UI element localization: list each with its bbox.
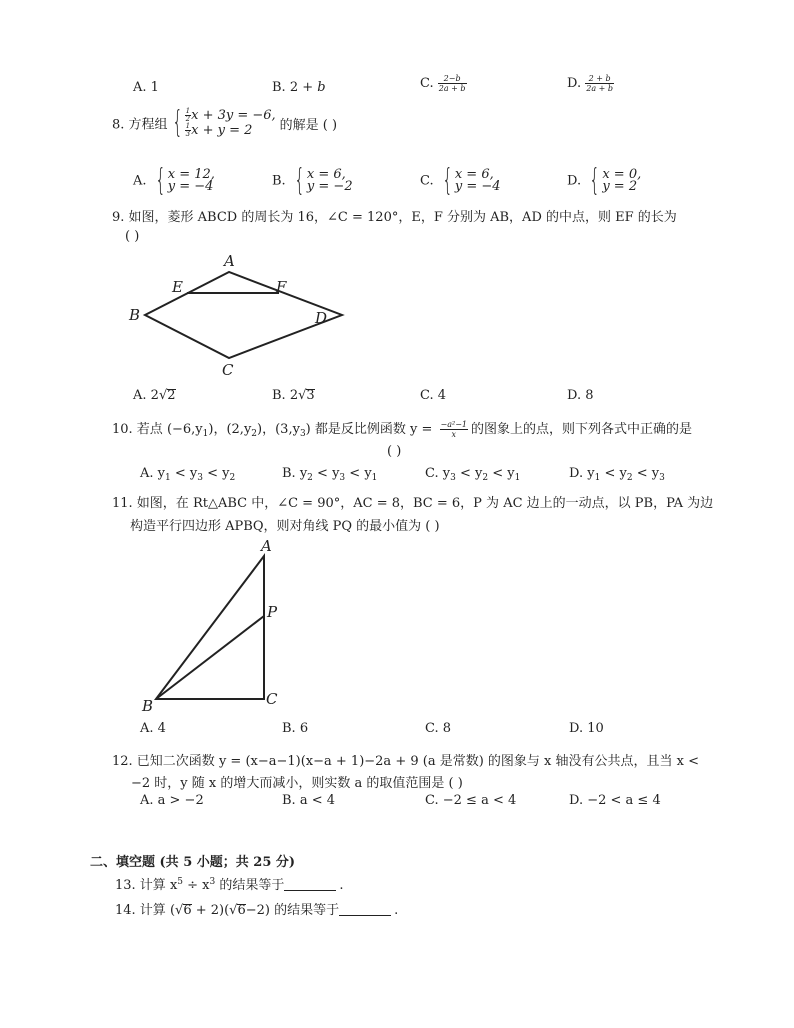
q9-option-a-radicand: 2 [167,388,176,403]
q10-stem [112,418,692,439]
q10-d-label: D. y [569,466,595,481]
q8-eq1: x + 3y = −6, [191,108,276,123]
q8-c-line1: x = 6, [454,167,494,182]
q9-option-d: D. 8 [567,388,594,403]
q10-b-s1: 2 [307,473,313,483]
q8-d-line2: y = 2 [602,179,638,194]
q8-option-a [133,163,215,198]
q10-func-denominator: x [451,430,457,439]
q12-stem-line1: 12. 已知二次函数 y = (x−a−1)(x−a + 1)−2a + 9 (a 是常数) 的图象与 x 轴没有公共点，且当 x < [112,754,699,769]
q13-mid: ÷ x [183,878,210,893]
q10-paren: ( ) [387,444,402,459]
brace-icon: { [442,163,453,198]
q9-option-b-label: B. 2 [272,388,299,403]
q7-option-d-label: D. [567,76,586,91]
q14-answer-blank[interactable] [339,903,391,916]
q8-option-d-label: D. [567,173,586,189]
q10-d-s3: 3 [659,473,665,483]
q7-c-denominator: 2a + b [438,84,466,93]
q10-b-s3: 1 [371,473,378,483]
q9-option-b-radicand: 3 [306,388,315,403]
q11-option-a: A. 4 [140,721,166,736]
q10-b-t1: < y [312,466,340,481]
q10-b-label: B. y [282,466,308,481]
q10-c-t2: < y [488,466,515,481]
q7-option-b-var: b [317,80,326,95]
q11-stem-line2: 构造平行四边形 APBQ，则对角线 PQ 的最小值为 ( ) [130,519,440,534]
q10-a-s2: 3 [197,473,203,483]
q14-radicand2: 6 [237,903,246,918]
label-f: F [276,278,287,296]
q12-stem-line2: −2 时，y 随 x 的增大而减小，则实数 a 的取值范围是 ( ) [131,776,463,791]
q10-d-t2: < y [632,466,660,481]
q10-d-s1: 1 [594,473,601,483]
q8-label: 8. 方程组 [112,117,168,133]
rhombus-figure [120,248,350,380]
q8-eq2: x + y = 2 [191,123,253,138]
q8-b-line1: x = 6, [306,167,346,182]
q10-option-a [140,466,235,483]
q10-func-numerator: −a²−1 [440,420,467,429]
q10-a-t1: < y [170,466,198,481]
q10-mid2: )，(3,y [257,422,300,437]
brace-icon: { [154,163,166,198]
q10-d-t1: < y [600,466,627,481]
sqrt-icon: √ [298,388,307,403]
q10-c-label: C. y [425,466,451,481]
q9-option-a-label: A. 2 [133,388,159,403]
q7-option-b [272,80,326,95]
label-c: C [266,690,278,708]
q8-a-line1: x = 12, [167,167,215,182]
q10-sub1: 1 [202,429,209,439]
q12-option-b: B. a < 4 [282,793,335,808]
q8-c-line2: y = −4 [454,179,501,194]
q11-option-c: C. 8 [425,721,452,736]
q13-exp1: 5 [177,877,184,887]
q10-mid1: )，(2,y [208,422,252,437]
q14-stem [115,899,398,918]
q9-option-a [133,388,176,403]
q10-d-s2: 2 [626,473,633,483]
q8-eq2-frac-num: 1 [185,122,191,130]
q10-b-s2: 3 [339,473,346,483]
q8-suffix: 的解是 ( ) [279,117,338,133]
q9-option-c: C. 4 [420,388,447,403]
q13-stem [115,874,344,893]
q9-stem-line1: 9. 如图，菱形 ABCD 的周长为 16，∠C = 120°，E，F 分别为 AB，AD 的中点，则 EF 的长为 [112,210,677,225]
q13-exp2: 3 [209,877,216,887]
label-b: B [142,697,154,715]
label-a: A [224,252,235,270]
q8-option-c-label: C. [420,173,438,189]
q14-prefix: 14. 计算 ( [115,903,176,918]
label-c: C [222,361,234,379]
sqrt-icon: √ [229,903,238,918]
q7-option-a: A. 1 [133,80,159,95]
q13-answer-blank[interactable] [284,878,336,891]
q8-d-line1: x = 0, [602,167,642,182]
q8-b-line2: y = −2 [306,179,353,194]
q14-end: . [394,903,399,918]
q14-mid1: + 2)( [191,903,230,918]
sqrt-icon: √ [158,388,168,403]
label-a: A [261,537,272,555]
q10-sub3: 3 [299,429,306,439]
q10-c-t1: < y [455,466,483,481]
brace-icon: { [294,163,305,198]
section-title: 二、填空题 (共 5 小题；共 25 分) [90,855,296,870]
q8-option-b [272,163,353,198]
q10-a-t2: < y [202,466,230,481]
q11-option-b: B. 6 [282,721,309,736]
triangle-figure [140,535,290,715]
q11-stem-line1: 11. 如图，在 Rt△ABC 中，∠C = 90°，AC = 8，BC = 6，P 为 AC 边上的一动点，以 PB，PA 为边 [112,496,714,511]
q10-c-s2: 2 [482,473,489,483]
q8-option-b-label: B. [272,173,290,189]
q10-a-s1: 1 [165,473,171,483]
q7-d-denominator: 2a + b [586,84,614,93]
q14-mid2: −2) 的结果等于 [245,903,340,918]
q11-option-d: D. 10 [569,721,604,736]
q13-end: . [339,878,344,893]
brace-icon: { [589,163,601,198]
q12-option-a: A. a > −2 [140,793,204,808]
q10-a-s3: 2 [229,473,236,483]
sqrt-icon: √ [175,903,184,918]
label-d: D [315,309,328,327]
label-b: B [129,306,141,324]
q8-option-a-label: A. [133,173,151,189]
q7-option-d [567,74,614,93]
q8-eq1-frac-den: 2 [185,115,191,123]
q8-system [185,108,276,138]
label-p: P [267,603,278,621]
q13-suffix: 的结果等于 [215,878,285,893]
q8-a-line2: y = −4 [167,179,214,194]
q8-eq2-frac-den: 3 [185,130,191,138]
q14-radicand1: 6 [183,903,192,918]
q10-b-t2: < y [345,466,372,481]
q10-option-c [425,466,520,483]
q10-option-b [282,466,377,483]
q9-option-b [272,388,315,403]
q7-option-c [420,74,467,93]
brace-icon: { [171,105,183,140]
q7-option-c-label: C. [420,76,438,91]
q10-sub2: 2 [251,429,258,439]
q12-option-c: C. −2 ≤ a < 4 [425,793,517,808]
q8-option-d [567,163,642,198]
q9-stem-line2: ( ) [125,229,140,244]
q8-eq1-frac-num: 1 [185,107,191,115]
q8-stem [112,105,338,140]
q10-mid3: ) 都是反比例函数 y = [305,422,437,437]
q12-option-d: D. −2 < a ≤ 4 [569,793,661,808]
q10-prefix: 10. 若点 (−6,y [112,422,203,437]
q10-option-d [569,466,665,483]
q10-suffix: 的图象上的点，则下列各式中正确的是 [471,422,693,437]
q7-d-numerator: 2 + b [585,74,614,84]
q7-option-b-text: B. 2 + [272,80,318,95]
q7-c-numerator: 2−b [438,74,467,84]
label-e: E [172,278,183,296]
q10-c-s3: 1 [514,473,521,483]
q8-option-c [420,163,501,198]
q13-prefix: 13. 计算 x [115,878,178,893]
q10-a-label: A. y [140,466,165,481]
q10-c-s1: 3 [450,473,456,483]
